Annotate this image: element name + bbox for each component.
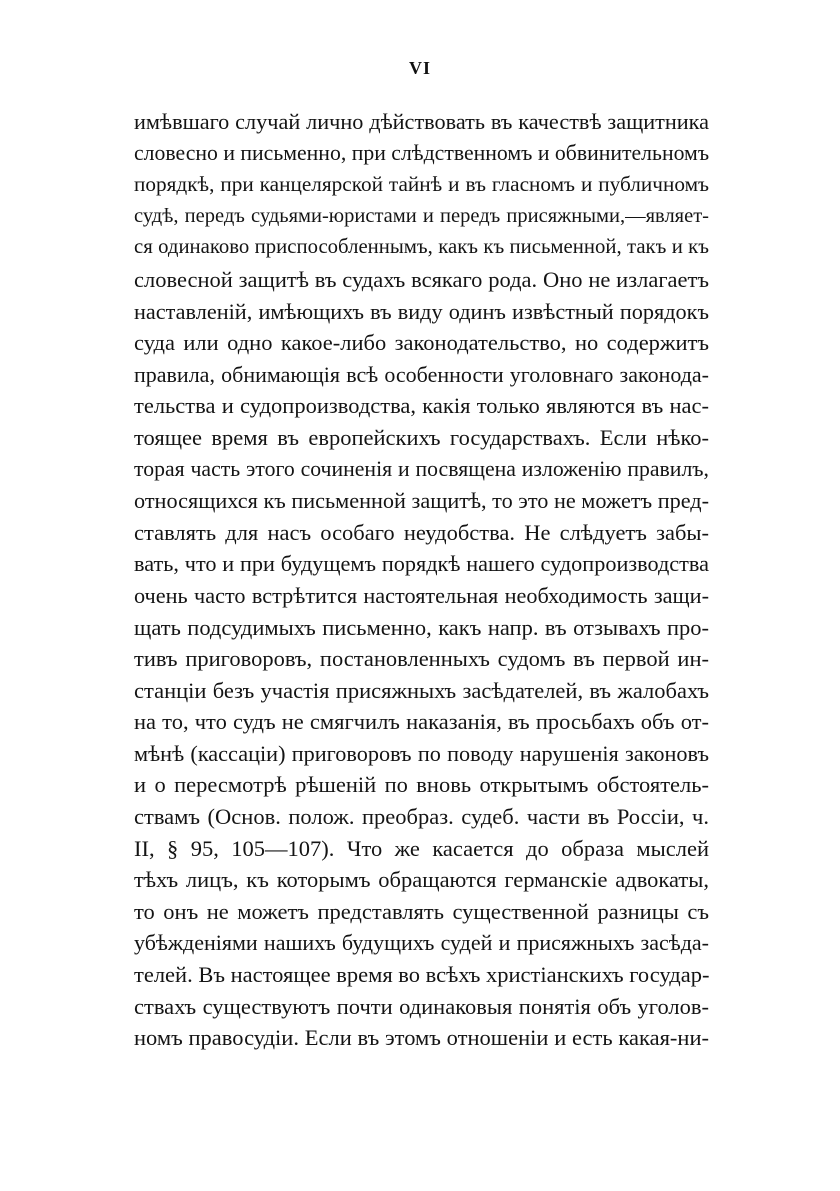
text-line: наставленій, имѣющихъ въ виду одинъ извѣстный порядокъ <box>134 298 709 324</box>
page-number: VI <box>408 58 431 78</box>
text-line: ствамъ (Основ. полож. преобраз. судеб. части въ Россіи, ч. <box>134 804 709 830</box>
text-line: мѣнѣ (кассаціи) приговоровъ по поводу нарушенія законовъ <box>134 740 709 766</box>
text-line: и о пересмотрѣ рѣшеній по вновь открытымъ обстоятель- <box>134 772 709 798</box>
text-line: ся одинаково приспособленнымъ, какъ къ письменной, такъ и къ <box>134 236 709 259</box>
text-line: очень часто встрѣтится настоятельная необходимость защи- <box>134 582 709 608</box>
text-line: правила, обнимающія всѣ особенности уголовнаго законода- <box>134 361 709 387</box>
text-line: словесно и письменно, при слѣдственномъ и обвинительномъ <box>134 140 710 165</box>
text-line: тивъ приговоровъ, постановленныхъ судомъ въ первой ин- <box>134 646 709 672</box>
text-line: ставлять для насъ особаго неудобства. Не слѣдуетъ забы- <box>134 519 709 545</box>
text-line: щать подсудимыхъ письменно, какъ напр. въ отзывахъ про- <box>134 614 709 640</box>
text-line: убѣжденіями нашихъ будущихъ судей и присяжныхъ засѣда- <box>134 930 709 956</box>
text-line: порядкѣ, при канцелярской тайнѣ и въ гласномъ и публичномъ <box>134 172 709 197</box>
text-line: то онъ не можетъ представлять существенной разницы съ <box>134 898 709 924</box>
text-line: II, § 95, 105—107). Что же касается до образа мыслей <box>134 835 709 861</box>
text-line: станціи безъ участія присяжныхъ засѣдателей, въ жалобахъ <box>134 677 709 703</box>
text-line: суда или одно какое-либо законодательство, но содержитъ <box>134 330 709 356</box>
text-line: тѣхъ лицъ, къ которымъ обращаются германскіе адвокаты, <box>134 867 709 893</box>
text-line: словесной защитѣ въ судахъ всякаго рода. Оно не излагаетъ <box>134 266 709 292</box>
text-line: тельства и судопроизводства, какія только являются въ нас- <box>134 393 709 419</box>
body-text <box>134 106 709 1054</box>
text-line: тоящее время въ европейскихъ государствахъ. Если нѣко- <box>134 424 709 450</box>
text-line: телей. Въ настоящее время во всѣхъ христіанскихъ государ- <box>134 962 710 988</box>
text-line: ствахъ существуютъ почти одинаковыя понятія объ уголов- <box>134 993 709 1019</box>
text-line: вать, что и при будущемъ порядкѣ нашего судопроизводства <box>134 551 709 577</box>
text-line: судѣ, передъ судьями-юристами и передъ присяжными,—являет- <box>134 204 709 227</box>
text-line: номъ правосудіи. Если въ этомъ отношеніи и есть какая-ни- <box>134 1025 709 1051</box>
text-line: относящихся къ письменной защитѣ, то это не можетъ пред- <box>134 488 710 514</box>
text-line: имѣвшаго случай лично дѣйствовать въ качествѣ защитника <box>134 109 709 134</box>
text-line: торая часть этого сочиненія и посвящена изложенію правилъ, <box>134 456 709 481</box>
text-line: на то, что судъ не смягчилъ наказанія, въ просьбахъ объ от- <box>134 709 709 735</box>
